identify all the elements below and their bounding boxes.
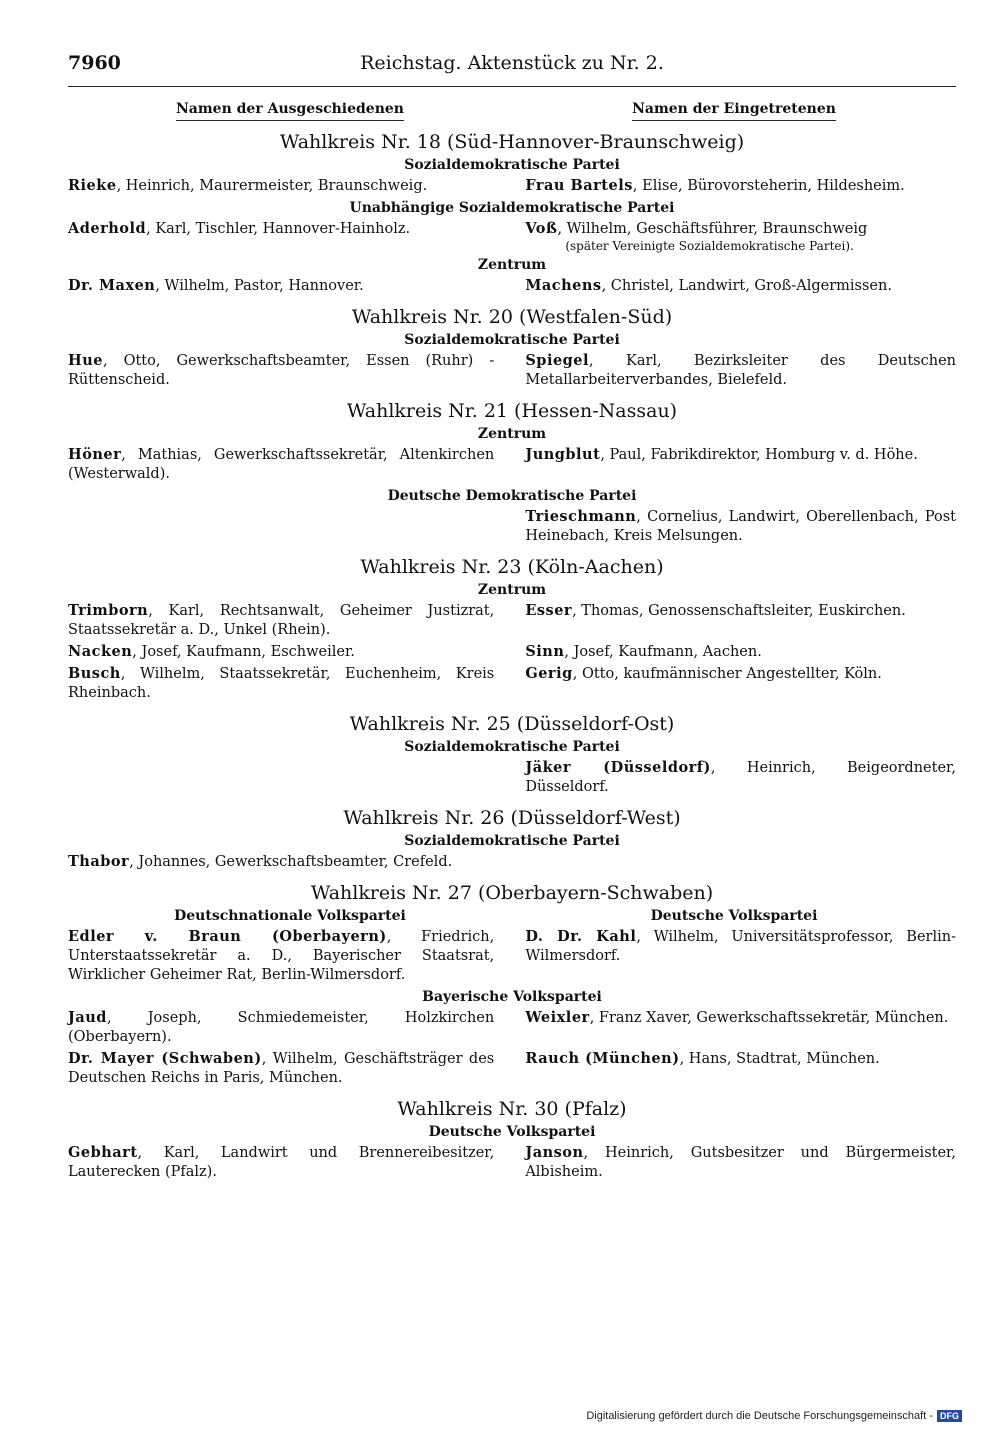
party-heading: Sozialdemokratische Partei: [404, 332, 620, 348]
district-title: Wahlkreis Nr. 23 (Köln-Aachen): [360, 556, 664, 578]
person-details: , Otto, Gewerkschaftsbeamter, Essen (Ruhr) - Rüttenscheid.: [68, 353, 495, 388]
entry-right: [525, 601, 956, 640]
person-name: Rieke: [68, 177, 117, 194]
member-row: [68, 276, 956, 296]
person-details: , Thomas, Genossenschaftsleiter, Euskirchen.: [572, 603, 906, 619]
party-heading: Bayerische Volkspartei: [422, 989, 602, 1005]
party-heading-right: Deutsche Volkspartei: [650, 908, 818, 924]
person-details: , Wilhelm, Geschäftsträger des Deutschen Reichs in Paris, München.: [68, 1051, 495, 1086]
person-details: , Hans, Stadtrat, München.: [679, 1051, 880, 1067]
person-name: Sinn: [525, 643, 565, 660]
person-details: , Franz Xaver, Gewerkschaftssekretär, München.: [589, 1010, 949, 1026]
person-name: Jäker (Düsseldorf): [525, 759, 711, 776]
party-heading: Zentrum: [477, 582, 547, 598]
member-row: [68, 351, 956, 390]
entry-left: [68, 1049, 494, 1088]
person-name: Janson: [525, 1144, 584, 1161]
district-block: [68, 131, 956, 296]
district-title: Wahlkreis Nr. 21 (Hessen-Nassau): [346, 400, 678, 422]
district-title: Wahlkreis Nr. 18 (Süd-Hannover-Braunschweig): [279, 131, 745, 153]
entry-right: [525, 1008, 956, 1047]
column-heading-right: Namen der Eingetretenen: [512, 101, 956, 121]
column-headings: [68, 101, 956, 121]
district-title: Wahlkreis Nr. 27 (Oberbayern-Schwaben): [310, 882, 714, 904]
person-details: , Christel, Landwirt, Groß-Algermissen.: [601, 278, 892, 294]
person-note: (später Vereinigte Sozialdemokratische Partei).: [565, 239, 854, 253]
person-details: , Karl, Tischler, Hannover-Hainholz.: [146, 221, 411, 237]
district-block: [68, 882, 956, 1088]
entry-right: [525, 276, 956, 296]
member-row: [68, 1143, 956, 1182]
person-name: Hue: [68, 352, 103, 369]
party-heading: Deutsche Volkspartei: [428, 1124, 596, 1140]
entry-left: [68, 927, 494, 985]
district-block: [68, 556, 956, 703]
person-details: , Mathias, Gewerkschaftssekretär, Altenkirchen (Westerwald).: [68, 447, 495, 482]
district-block: [68, 1098, 956, 1182]
entry-left: [68, 852, 494, 872]
party-heading: Sozialdemokratische Partei: [404, 833, 620, 849]
district-list: [68, 131, 956, 1182]
person-name: Jaud: [68, 1009, 107, 1026]
person-details: , Heinrich, Gutsbesitzer und Bürgermeister, Albisheim.: [525, 1145, 956, 1180]
entry-right: [525, 219, 956, 253]
entry-left: [68, 664, 494, 703]
person-name: Voß: [525, 220, 558, 237]
entry-left: [68, 642, 494, 662]
footer-credit: [586, 1410, 962, 1422]
district-title: Wahlkreis Nr. 25 (Düsseldorf-Ost): [349, 713, 675, 735]
person-name: Machens: [525, 277, 602, 294]
district-block: [68, 713, 956, 797]
person-details: , Joseph, Schmiedemeister, Holzkirchen (Oberbayern).: [68, 1010, 495, 1045]
person-details: , Otto, kaufmännischer Angestellter, Köln.: [572, 666, 882, 682]
document-page: [68, 52, 956, 1184]
person-name: Thabor: [68, 853, 130, 870]
person-name: Busch: [68, 665, 121, 682]
entry-right: [525, 176, 956, 196]
person-name: Aderhold: [68, 220, 147, 237]
entry-left: [68, 601, 494, 640]
entry-right: [525, 445, 956, 484]
person-name: Edler v. Braun (Oberbayern): [68, 928, 387, 945]
person-name: Gebhart: [68, 1144, 138, 1161]
entry-right: [525, 664, 956, 703]
member-row: [68, 219, 956, 253]
entry-left: [68, 507, 494, 546]
member-row: [68, 176, 956, 196]
member-row: [68, 1049, 956, 1088]
entry-right: [525, 1143, 956, 1182]
member-row: [68, 758, 956, 797]
district-title: Wahlkreis Nr. 26 (Düsseldorf-West): [343, 807, 681, 829]
person-details: , Elise, Bürovorsteherin, Hildesheim.: [632, 178, 905, 194]
person-name: Trimborn: [68, 602, 149, 619]
running-title: Reichstag. Aktenstück zu Nr. 2.: [360, 52, 664, 74]
footer-text: Digitalisierung gefördert durch die Deutsche Forschungsgemeinschaft -: [586, 1410, 933, 1422]
member-row: [68, 927, 956, 985]
person-details: , Friedrich, Unterstaatssekretär a. D., Bayerischer Staatsrat, Wirklicher Geheimer Rat, Berlin-Wilmersdorf.: [68, 929, 495, 983]
entry-left: [68, 1143, 494, 1182]
person-details: , Wilhelm, Universitätsprofessor, Berlin-Wilmersdorf.: [525, 929, 956, 964]
district-block: [68, 807, 956, 872]
entry-left: [68, 1008, 494, 1047]
column-heading-left: Namen der Ausgeschiedenen: [68, 101, 512, 121]
entry-right: [525, 852, 956, 872]
member-row: [68, 445, 956, 484]
person-details: , Heinrich, Beigeordneter, Düsseldorf.: [525, 760, 956, 795]
person-name: D. Dr. Kahl: [525, 928, 637, 945]
person-details: , Karl, Landwirt und Brennereibesitzer, Lauterecken (Pfalz).: [68, 1145, 495, 1180]
entry-right: [525, 1049, 956, 1088]
party-heading: Unabhängige Sozialdemokratische Partei: [349, 200, 675, 216]
entry-right: [525, 758, 956, 797]
entry-left: [68, 758, 494, 797]
party-heading-pair: [68, 908, 956, 924]
entry-right: [525, 927, 956, 985]
person-details: , Karl, Bezirksleiter des Deutschen Metallarbeiterverbandes, Bielefeld.: [525, 353, 956, 388]
member-row: [68, 507, 956, 546]
entry-right: [525, 642, 956, 662]
district-title: Wahlkreis Nr. 30 (Pfalz): [397, 1098, 627, 1120]
district-title: Wahlkreis Nr. 20 (Westfalen-Süd): [351, 306, 673, 328]
person-details: , Josef, Kaufmann, Eschweiler.: [132, 644, 355, 660]
person-name: Höner: [68, 446, 122, 463]
person-name: Rauch (München): [525, 1050, 680, 1067]
person-details: , Wilhelm, Pastor, Hannover.: [155, 278, 364, 294]
entry-left: [68, 276, 494, 296]
person-details: , Johannes, Gewerkschaftsbeamter, Crefeld.: [129, 854, 453, 870]
person-name: Frau Bartels: [525, 177, 633, 194]
person-details: , Paul, Fabrikdirektor, Homburg v. d. Höhe.: [600, 447, 918, 463]
person-name: Gerig: [525, 665, 573, 682]
person-name: Dr. Maxen: [68, 277, 156, 294]
member-row: [68, 1008, 956, 1047]
entry-left: [68, 219, 494, 253]
person-details: , Karl, Rechtsanwalt, Geheimer Justizrat, Staatssekretär a. D., Unkel (Rhein).: [68, 603, 495, 638]
party-heading: Sozialdemokratische Partei: [404, 157, 620, 173]
person-details: , Heinrich, Maurermeister, Braunschweig.: [116, 178, 428, 194]
dfg-logo: DFG: [937, 1410, 962, 1422]
member-row: [68, 852, 956, 872]
person-details: , Wilhelm, Staatssekretär, Euchenheim, Kreis Rheinbach.: [68, 666, 495, 701]
person-details: , Cornelius, Landwirt, Oberellenbach, Post Heinebach, Kreis Melsungen.: [525, 509, 956, 544]
district-block: [68, 400, 956, 546]
district-block: [68, 306, 956, 390]
person-details: , Wilhelm, Geschäftsführer, Braunschweig: [557, 221, 868, 237]
member-row: [68, 664, 956, 703]
member-row: [68, 642, 956, 662]
entry-right: [525, 351, 956, 390]
person-name: Dr. Mayer (Schwaben): [68, 1050, 262, 1067]
person-name: Trieschmann: [525, 508, 637, 525]
page-number: 7960: [68, 52, 121, 74]
person-name: Weixler: [525, 1009, 590, 1026]
entry-left: [68, 351, 494, 390]
party-heading-left: Deutschnationale Volkspartei: [174, 908, 406, 924]
member-row: [68, 601, 956, 640]
party-heading: Sozialdemokratische Partei: [404, 739, 620, 755]
entry-right: [525, 507, 956, 546]
party-heading: Deutsche Demokratische Partei: [387, 488, 637, 504]
entry-left: [68, 176, 494, 196]
person-name: Nacken: [68, 643, 133, 660]
person-name: Spiegel: [525, 352, 590, 369]
person-name: Jungblut: [525, 446, 601, 463]
party-heading: Zentrum: [477, 426, 547, 442]
entry-left: [68, 445, 494, 484]
person-name: Esser: [525, 602, 573, 619]
person-details: , Josef, Kaufmann, Aachen.: [564, 644, 762, 660]
party-heading: Zentrum: [477, 257, 547, 273]
page-header: [68, 52, 956, 87]
